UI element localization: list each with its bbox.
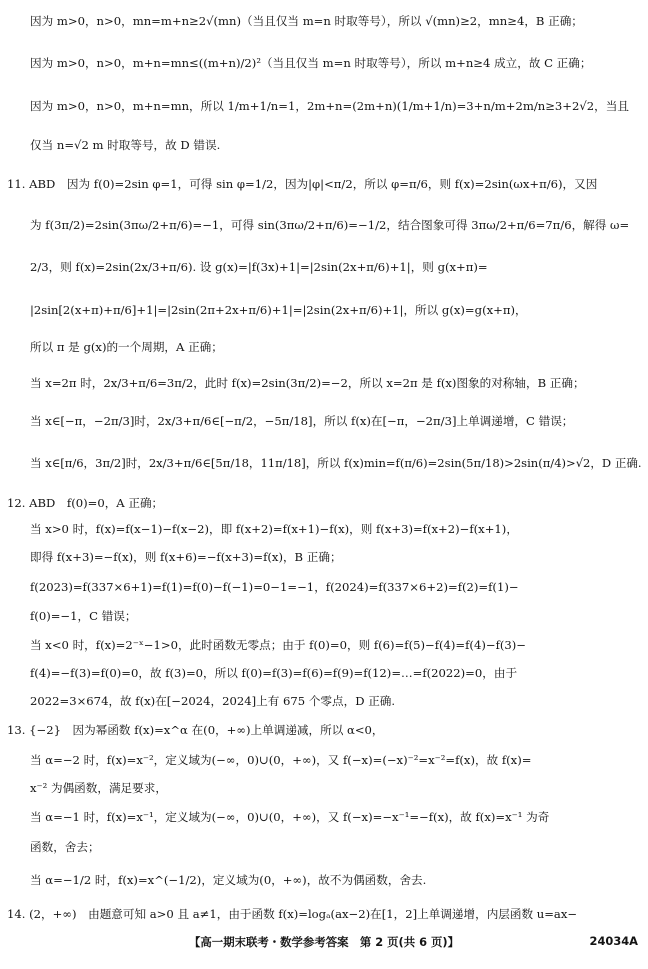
answer-line: |2sin[2(x+π)+π/6]+1|=|2sin(2π+2x+π/6)+1|=|2sin(2x+π/6)+1|，所以 g(x)=g(x+π)， (30, 303, 527, 317)
answer-line: 当 x=2π 时，2x/3+π/6=3π/2，此时 f(x)=2sin(3π/2)=−2，所以 x=2π 是 f(x)图象的对称轴，B 正确； (30, 376, 585, 390)
answer-line: 当 x∈[−π，−2π/3]时，2x/3+π/6∈[−π/2，−5π/18]，所以 f(x)在[−π，−2π/3]上单调递增，C 错误； (30, 414, 574, 428)
answer-line: f(4)=−f(3)=f(0)=0，故 f(3)=0，所以 f(0)=f(3)=f(6)=f(9)=f(12)=…=f(2022)=0，由于 (30, 666, 518, 680)
answer-line: f(0)=−1，C 错误； (30, 609, 137, 623)
answer-line: 函数，舍去； (30, 840, 100, 854)
answer-line: 当 α=−2 时，f(x)=x⁻²，定义域为(−∞，0)∪(0，+∞)，又 f(−x)=(−x)⁻²=x⁻²=f(x)，故 f(x)= (30, 753, 532, 767)
answer-line: 因为 m>0，n>0，m+n=mn≤((m+n)/2)²（当且仅当 m=n 时取等号），所以 m+n≥4 成立，故 C 正确； (30, 56, 592, 70)
answer-line: 当 α=−1/2 时，f(x)=x^(−1/2)，定义域为(0，+∞)，故不为偶函数，舍去. (30, 873, 427, 887)
answer-line: 仅当 n=√2 m 时取等号，故 D 错误. (30, 138, 221, 152)
answer-line: 当 x<0 时，f(x)=2⁻ˣ−1>0，此时函数无零点；由于 f(0)=0，则 f(6)=f(5)−f(4)=f(4)−f(3)− (30, 638, 526, 652)
answer-line: 11. ABD 因为 f(0)=2sin φ=1，可得 sin φ=1/2，因为|φ|<π/2，所以 φ=π/6，则 f(x)=2sin(ωx+π/6)，又因 (7, 177, 598, 191)
answer-line: 所以 π 是 g(x)的一个周期，A 正确； (30, 340, 223, 354)
answer-line: f(2023)=f(337×6+1)=f(1)=f(0)−f(−1)=0−1=−1，f(2024)=f(337×6+2)=f(2)=f(1)− (30, 580, 519, 594)
answer-line: 因为 m>0，n>0，m+n=mn，所以 1/m+1/n=1，2m+n=(2m+n)(1/m+1/n)=3+n/m+2m/n≥3+2√2，当且 (30, 99, 629, 113)
answer-line: 14. (2，+∞) 由题意可知 a>0 且 a≠1，由于函数 f(x)=logₐ(ax−2)在[1，2]上单调递增，内层函数 u=ax− (7, 907, 578, 921)
footer-title: 【高一期末联考・数学参考答案 第 2 页(共 6 页)】 (189, 935, 459, 949)
answer-line: x⁻² 为偶函数，满足要求， (30, 781, 167, 795)
answer-line: 因为 m>0，n>0，mn=m+n≥2√(mn)（当且仅当 m=n 时取等号），所以 √(mn)≥2，mn≥4，B 正确； (30, 14, 583, 28)
answer-line: 当 x>0 时，f(x)=f(x−1)−f(x−2)，即 f(x+2)=f(x+1)−f(x)，则 f(x+3)=f(x+2)−f(x+1)， (30, 522, 518, 536)
answer-line: 当 x∈[π/6，3π/2]时，2x/3+π/6∈[5π/18，11π/18]，所以 f(x)min=f(π/6)=2sin(5π/18)>2sin(π/4)>√2，D 正确. (30, 456, 642, 470)
page-footer (0, 934, 648, 950)
answer-line: 13. {−2} 因为幂函数 f(x)=x^α 在(0，+∞)上单调递减，所以 α<0， (7, 723, 384, 737)
answer-line: 2022=3×674，故 f(x)在[−2024，2024]上有 675 个零点，D 正确. (30, 694, 396, 708)
answer-line: 当 α=−1 时，f(x)=x⁻¹，定义域为(−∞，0)∪(0，+∞)，又 f(−x)=−x⁻¹=−f(x)，故 f(x)=x⁻¹ 为奇 (30, 810, 550, 824)
answer-line: 2/3，则 f(x)=2sin(2x/3+π/6). 设 g(x)=|f(3x)+1|=|2sin(2x+π/6)+1|，则 g(x+π)= (30, 260, 488, 274)
document-code: 24034A (589, 934, 638, 948)
answer-line: 12. ABD f(0)=0，A 正确； (7, 496, 164, 510)
answer-line: 即得 f(x+3)=−f(x)，则 f(x+6)=−f(x+3)=f(x)，B 正确； (30, 550, 342, 564)
answer-line: 为 f(3π/2)=2sin(3πω/2+π/6)=−1，可得 sin(3πω/2+π/6)=−1/2，结合图象可得 3πω/2+π/6=7π/6，解得 ω= (30, 218, 630, 232)
